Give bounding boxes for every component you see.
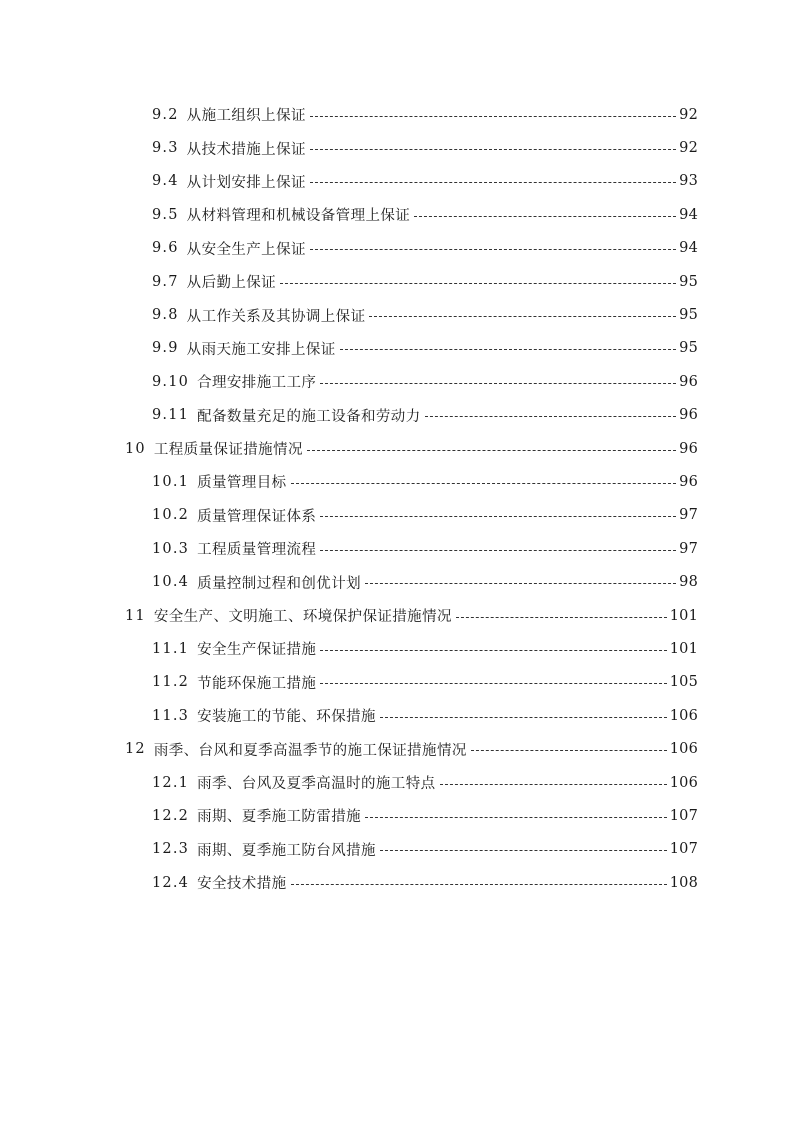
- toc-entry-number: 9.4: [152, 173, 179, 190]
- toc-entry-page: 107: [669, 841, 698, 858]
- toc-entry-title: 质量管理保证体系: [197, 508, 317, 525]
- toc-entry-title: 雨季、台风和夏季高温季节的施工保证措施情况: [153, 742, 467, 759]
- toc-entry-title: 安全生产保证措施: [197, 642, 317, 659]
- toc-entry-page: 106: [669, 741, 698, 758]
- toc-entry[interactable]: [0, 833, 793, 866]
- toc-leader: [380, 716, 667, 718]
- toc-entry-page: 92: [679, 106, 698, 123]
- toc-entry-number: 9.8: [152, 307, 179, 324]
- toc-entry-title: 雨季、台风及夏季高温时的施工特点: [197, 776, 436, 792]
- toc-entry[interactable]: [0, 232, 793, 265]
- toc-entry[interactable]: [0, 365, 793, 398]
- toc-entry-number: 10.4: [152, 574, 190, 591]
- toc-leader: [310, 148, 676, 150]
- toc-leader: [380, 849, 667, 851]
- toc-entry-number: 9.2: [152, 106, 179, 123]
- toc-entry-number: 11.2: [152, 674, 190, 691]
- toc-leader: [456, 616, 667, 618]
- toc-entry[interactable]: [0, 565, 793, 598]
- toc-entry[interactable]: [0, 332, 793, 365]
- toc-entry-page: 95: [679, 307, 698, 324]
- toc-entry-number: 10: [125, 440, 146, 457]
- toc-entry[interactable]: [0, 699, 793, 732]
- toc-leader: [320, 649, 666, 651]
- toc-entry-page: 94: [679, 206, 698, 223]
- toc-entry-page: 107: [669, 807, 698, 824]
- toc-entry-title: 从雨天施工安排上保证: [186, 341, 336, 358]
- toc-entry-title: 配备数量充足的施工设备和劳动力: [197, 408, 421, 425]
- toc-leader: [310, 115, 676, 117]
- toc-entry-page: 98: [679, 574, 698, 591]
- toc-entry-page: 101: [669, 640, 698, 657]
- toc-entry-number: 10.3: [152, 540, 190, 557]
- toc-entry[interactable]: [0, 866, 793, 899]
- toc-entry-page: 95: [679, 340, 698, 357]
- toc-entry-number: 9.9: [152, 340, 179, 357]
- toc-entry-number: 10.1: [152, 473, 190, 490]
- toc-entry-page: 92: [679, 140, 698, 157]
- toc-entry-page: 101: [669, 607, 698, 624]
- toc-entry-number: 11.3: [152, 707, 190, 724]
- toc-leader: [307, 449, 676, 451]
- toc-entry[interactable]: [0, 98, 793, 131]
- toc-entry[interactable]: [0, 632, 793, 665]
- toc-entry-title: 从工作关系及其协调上保证: [186, 308, 366, 325]
- toc-entry[interactable]: [0, 198, 793, 231]
- toc-leader: [425, 415, 677, 417]
- toc-entry-page: 93: [679, 173, 698, 190]
- toc-entry-title: 工程质量管理流程: [197, 542, 317, 559]
- toc-entry-number: 12.2: [152, 807, 190, 824]
- toc-entry-title: 从技术措施上保证: [186, 141, 306, 158]
- toc-entry-number: 9.11: [152, 407, 190, 424]
- toc-entry[interactable]: [0, 131, 793, 164]
- toc-entry-number: 12: [125, 741, 146, 758]
- toc-leader: [320, 682, 666, 684]
- toc-leader: [280, 282, 676, 284]
- toc-entry-title: 工程质量保证措施情况: [153, 442, 303, 459]
- toc-leader: [291, 482, 677, 484]
- toc-entry-page: 97: [679, 540, 698, 557]
- toc-entry[interactable]: [0, 499, 793, 532]
- toc-entry-title: 质量管理目标: [197, 475, 287, 492]
- toc-leader: [320, 515, 676, 517]
- toc-entry-title: 质量控制过程和创优计划: [197, 575, 361, 592]
- toc-entry-title: 雨期、夏季施工防台风措施: [197, 842, 376, 859]
- toc-leader: [310, 248, 676, 250]
- toc-entry-title: 节能环保施工措施: [197, 675, 317, 692]
- toc-entry[interactable]: [0, 165, 793, 198]
- toc-entry[interactable]: [0, 666, 793, 699]
- toc-entry-number: 9.10: [152, 373, 190, 390]
- toc-leader: [365, 582, 676, 584]
- toc-chapter-entry[interactable]: [0, 432, 793, 465]
- toc-entry-page: 96: [679, 407, 698, 424]
- toc-entry[interactable]: [0, 532, 793, 565]
- toc-entry-title: 从后勤上保证: [186, 275, 277, 292]
- toc-entry-title: 合理安排施工工序: [197, 375, 317, 392]
- toc-entry-number: 12.3: [152, 841, 190, 858]
- toc-entry-number: 10.2: [152, 507, 190, 524]
- toc-entry[interactable]: [0, 298, 793, 331]
- toc-entry-number: 9.7: [152, 273, 179, 290]
- toc-entry-number: 12.4: [152, 874, 190, 891]
- toc-entry-page: 95: [679, 273, 698, 290]
- toc-entry[interactable]: [0, 265, 793, 298]
- toc-entry-page: 97: [679, 507, 698, 524]
- toc-entry-page: 94: [679, 240, 698, 257]
- toc-entry[interactable]: [0, 399, 793, 432]
- toc-entry-page: 96: [679, 373, 698, 390]
- toc-entry-title: 安装施工的节能、环保措施: [197, 709, 376, 726]
- toc-leader: [369, 315, 676, 317]
- toc-entry-page: 96: [679, 473, 698, 490]
- toc-entry-number: 9.6: [152, 240, 179, 257]
- toc-leader: [320, 549, 676, 551]
- toc-entry-title: 从施工组织上保证: [186, 108, 306, 125]
- toc-entry[interactable]: [0, 766, 793, 799]
- toc-entry-number: 12.1: [152, 774, 190, 791]
- toc-chapter-entry[interactable]: [0, 599, 793, 632]
- toc-entry-number: 9.3: [152, 140, 179, 157]
- toc-leader: [471, 749, 667, 751]
- toc-entry-number: 11: [125, 607, 146, 624]
- toc-entry-title: 雨期、夏季施工防雷措施: [197, 809, 361, 826]
- toc-chapter-entry[interactable]: [0, 732, 793, 765]
- toc-entry-title: 从计划安排上保证: [186, 174, 306, 191]
- toc-entry-page: 106: [669, 774, 698, 791]
- toc-entry-title: 安全技术措施: [197, 876, 287, 893]
- toc-entry-page: 108: [669, 874, 698, 891]
- toc-leader: [365, 816, 667, 818]
- toc-leader: [310, 181, 676, 183]
- toc-entry-page: 96: [679, 440, 698, 457]
- toc-leader: [340, 348, 676, 350]
- toc-leader: [414, 215, 676, 217]
- toc-entry-title: 从材料管理和机械设备管理上保证: [186, 208, 411, 225]
- toc-leader: [320, 382, 676, 384]
- toc-entry-number: 11.1: [152, 640, 190, 657]
- toc-entry[interactable]: [0, 465, 793, 498]
- toc-leader: [440, 783, 667, 785]
- toc-entry-title: 安全生产、文明施工、环境保护保证措施情况: [153, 609, 452, 626]
- table-of-contents: [0, 98, 793, 899]
- toc-entry-number: 9.5: [152, 206, 179, 223]
- toc-entry-title: 从安全生产上保证: [186, 241, 306, 258]
- toc-entry-page: 105: [669, 674, 698, 691]
- toc-entry[interactable]: [0, 799, 793, 832]
- toc-entry-page: 106: [669, 707, 698, 724]
- toc-leader: [291, 883, 667, 885]
